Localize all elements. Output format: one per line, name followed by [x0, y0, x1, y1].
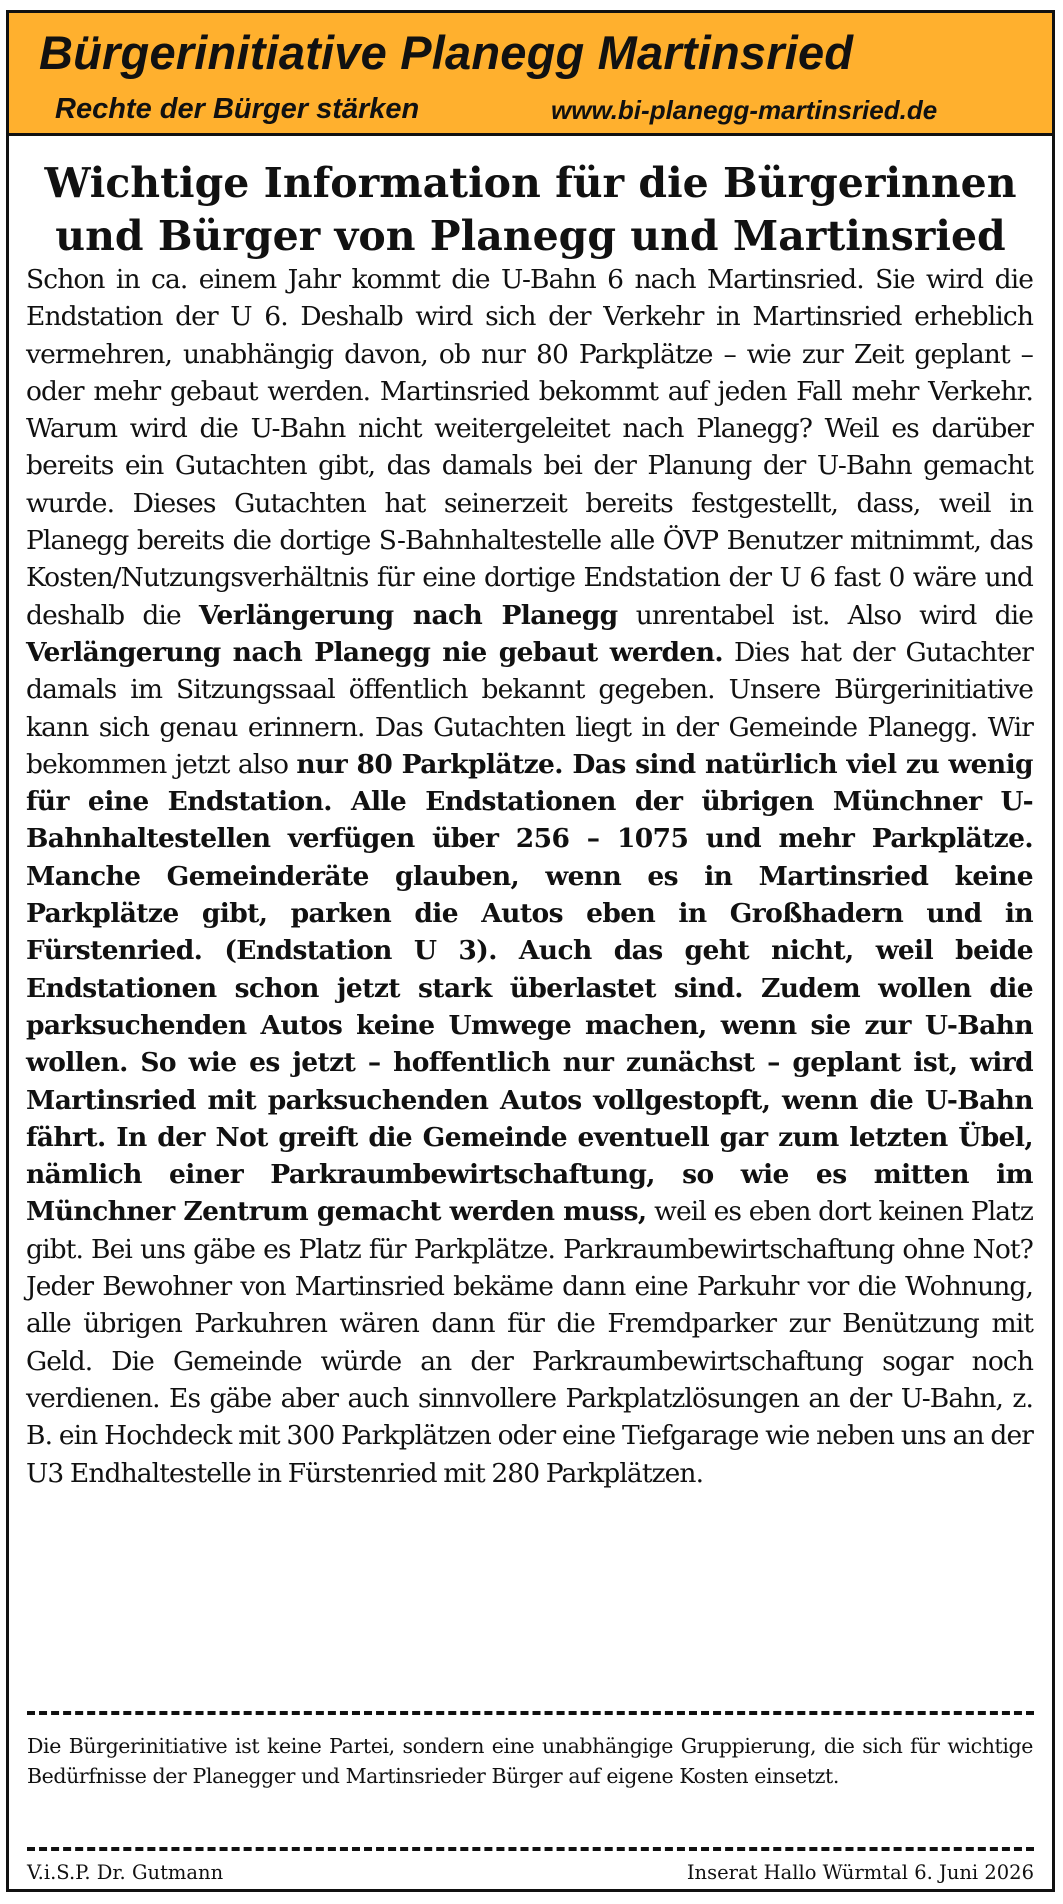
article-title: Wichtige Information für die Bürgerinnen und Bürger von Planegg und Martinsried [44, 159, 1017, 260]
body-segment: Schon in ca. einem Jahr kommt die U-Bahn 6 nach Martinsried. Sie wird die Endstation der U 6. Deshalb wird sich der Verkehr in Martinsried erheblich vermehren, unabhängig davon, ob nur 80 Parkplätze – wie zur Zeit geplant – oder mehr gebaut werden. Martinsried bekommt auf jeden Fall mehr Verkehr. Warum wird die U-Bahn nicht weitergeleitet nach Planegg? Weil es darüber bereits ein Gutachten gibt, das damals bei der Planung der U-Bahn gemacht wurde. Dieses Gutachten hat seinerzeit bereits festgestellt, dass, weil in Planegg bereits die dortige S-Bahnhaltestelle alle ÖVP Benutzer mitnimmt, das Kosten/Nutzungsverhältnis für eine dortige Endstation der U 6 fast 0 wäre und deshalb die [26, 264, 1033, 631]
body-segment: Dies hat der Gutachter damals im Sitzungssaal öffentlich bekannt gegeben. Unsere Bürgerinitiative kann sich genau erinnern. Das Gutachten liegt in der Gemeinde Planegg. Wir bekommen jetzt also [26, 636, 1033, 780]
website-url: www.bi-planegg-martinsried.de [551, 95, 938, 125]
dashed-divider-top [27, 1711, 1034, 1715]
body-segment: weil es eben dort keinen Platz gibt. Bei uns gäbe es Platz für Parkplätze. Parkraumbewirtschaftung ohne Not? Jeder Bewohner von Martinsried bekäme dann eine Parkuhr vor die Wohnung, alle übrigen Parkuhren wären dann für die Fremdparker zur Benützung mit Geld. Die Gemeinde würde an der Parkraumbewirtschaftung sogar noch verdienen. Es gäbe aber auch sinnvollere Parkplatzlösungen an der U-Bahn, z. B. ein Hochdeck mit 300 Parkplätzen oder eine Tiefgarage wie neben uns an der U3 Endhaltestelle in Fürstenried mit 280 Parkplätzen. [26, 1196, 1033, 1489]
advertisement-frame [6, 10, 1055, 1892]
article-body [26, 261, 1033, 1492]
footer-publication: Inserat Hallo Würmtal 6. Juni 2026 [686, 1861, 1034, 1884]
slogan: Rechte der Bürger stärken [55, 93, 420, 125]
footer-responsible: V.i.S.P. Dr. Gutmann [27, 1861, 224, 1884]
body-segment: unrentabel ist. Also wird die [617, 599, 1033, 631]
disclaimer-text: Die Bürgerinitiative ist keine Partei, sondern eine unabhängige Gruppierung, die sich für wichtige Bedürfnisse der Planegger und Martinsrieder Bürger auf eigene Kosten einsetzt. [27, 1734, 1033, 1788]
body-emphasis: Verlängerung nach Planegg [198, 599, 618, 631]
dashed-divider-bottom [27, 1847, 1034, 1851]
body-emphasis: Verlängerung nach Planegg nie gebaut werden. [26, 636, 724, 668]
body-emphasis: nur 80 Parkplätze. Das sind natürlich viel zu wenig für eine Endstation. Alle Endstationen der übrigen Münchner U-Bahnhaltestellen verfügen über 256 – 1075 und mehr Parkplätze. Manche Gemeinderäte glauben, wenn es in Martinsried keine Parkplätze gibt, parken die Autos eben in Großhadern und in Fürstenried. (Endstation U 3). Auch das geht nicht, weil beide Endstationen schon jetzt stark überlastet sind. Zudem wollen die parksuchenden Autos keine Umwege machen, wenn sie zur U-Bahn wollen. So wie es jetzt – hoffentlich nur zunächst – geplant ist, wird Martinsried mit parksuchenden Autos vollgestopft, wenn die U-Bahn fährt. In der Not greift die Gemeinde eventuell gar zum letzten Übel, nämlich einer Parkraumbewirtschaftung, so wie es mitten im Münchner Zentrum gemacht werden muss, [26, 748, 1033, 1228]
organization-name: Bürgerinitiative Planegg Martinsried [39, 26, 854, 79]
header-banner [9, 13, 1052, 136]
